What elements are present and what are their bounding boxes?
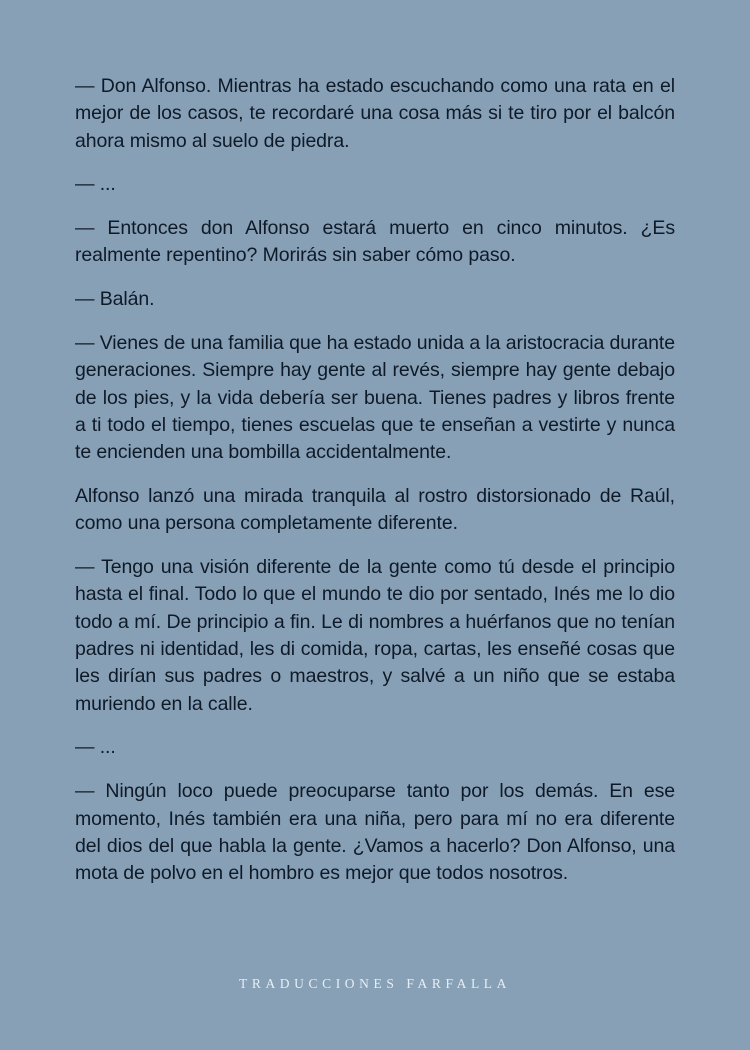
paragraph-7: — Tengo una visión diferente de la gente como tú desde el principio hasta el final. Todo lo que el mundo te dio por sentado, Inés me lo dio todo a mí. De principio a fin. Le di nombres a huérfanos que no tenían padres ni identidad, les di comida, ropa, cartas, les enseñé cosas que les dirían sus padres o maestros, y salvé a un niño que se estaba muriendo en la calle. [75, 556, 675, 715]
footer-watermark: TRADUCCIONES FARFALLA [239, 976, 511, 991]
paragraph-8: — ... [75, 736, 116, 759]
paragraph-1: — Don Alfonso. Mientras ha estado escuchando como una rata en el mejor de los casos, te recordaré una cosa más si te tiro por el balcón ahora mismo al suelo de piedra. [75, 75, 675, 152]
paragraph-9: — Ningún loco puede preocuparse tanto por los demás. En ese momento, Inés también era una niña, pero para mí no era diferente del dios del que habla la gente. ¿Vamos a hacerlo? Don Alfonso, una mota de polvo en el hombro es mejor que todos nosotros. [75, 780, 675, 885]
paragraph-3: — Entonces don Alfonso estará muerto en cinco minutos. ¿Es realmente repentino? Morirás sin saber cómo paso. [75, 217, 675, 267]
page-body [75, 73, 675, 904]
paragraph-6: Alfonso lanzó una mirada tranquila al rostro distorsionado de Raúl, como una persona completamente diferente. [75, 485, 675, 535]
paragraph-2: — ... [75, 173, 116, 196]
paragraph-4: — Balán. [75, 288, 155, 311]
paragraph-5: — Vienes de una familia que ha estado unida a la aristocracia durante generaciones. Siempre hay gente al revés, siempre hay gente debajo de los pies, y la vida debería ser buena. Tienes padres y libros frente a ti todo el tiempo, tienes escuelas que te enseñan a vestirte y nunca te encienden una bombilla accidentalmente. [75, 332, 675, 464]
